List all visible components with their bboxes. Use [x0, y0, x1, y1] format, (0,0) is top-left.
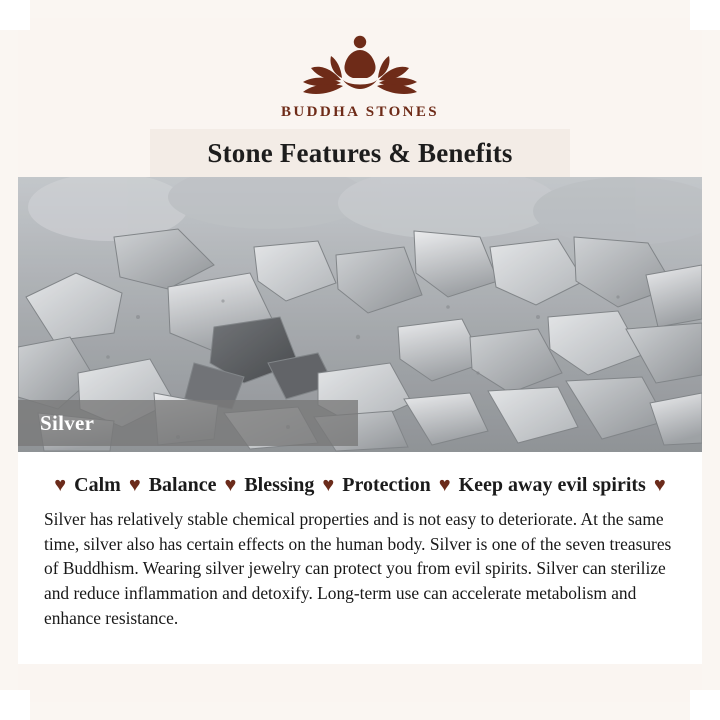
keyword-4: Protection: [337, 474, 436, 496]
heart-icon: ♥: [322, 474, 335, 496]
lotus-meditation-icon: [275, 28, 445, 100]
heart-icon: ♥: [54, 474, 67, 496]
brand-block: [0, 28, 720, 121]
footer-space: [18, 664, 702, 702]
description-text: Silver has relatively stable chemical properties and is not easy to deteriorate. At the same time, silver also has certain effects on the human body. Silver is one of the seven treasures of Buddhism. Wearing silver jewelry can protect you from evil spirits. Silver can sterilize and reduce inflammation and detoxify. Long-term use can accelerate metabolism and enhance resistance.: [44, 509, 672, 628]
brand-name: BUDDHA STONES: [280, 104, 440, 120]
keywords-line: [44, 474, 676, 497]
page-title: Stone Features & Benefits: [207, 137, 513, 168]
description-panel: [18, 452, 702, 664]
hero-caption: Silver: [40, 410, 95, 435]
section-title-bar: [150, 129, 570, 177]
corner-bottom-right: [690, 690, 720, 720]
heart-icon: ♥: [653, 474, 666, 496]
heart-icon: ♥: [224, 474, 237, 496]
heart-icon: ♥: [128, 474, 141, 496]
corner-bottom-left: [0, 690, 30, 720]
hero-caption-bar: [18, 400, 358, 446]
keyword-5: Keep away evil spirits: [453, 474, 651, 496]
keyword-1: Calm: [69, 474, 126, 496]
corner-top-right: [690, 0, 720, 30]
keyword-2: Balance: [143, 474, 222, 496]
heart-icon: ♥: [438, 474, 451, 496]
keyword-3: Blessing: [239, 474, 320, 496]
corner-top-left: [0, 0, 30, 30]
